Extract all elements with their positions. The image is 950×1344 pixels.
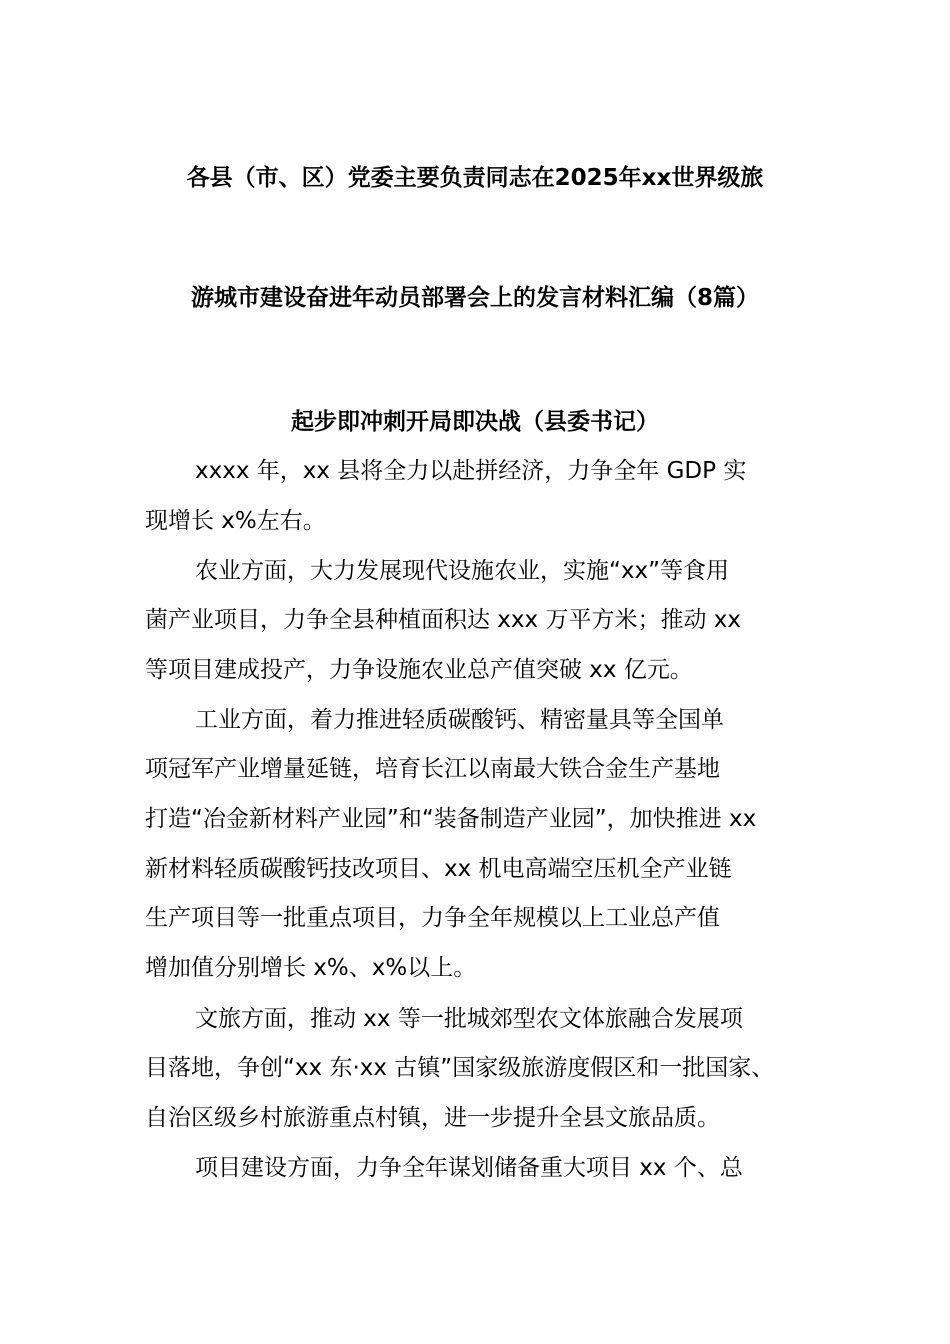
paragraph-line: 打造“冶金新材料产业园”和“装备制造产业园”，加快推进 xx: [145, 806, 757, 832]
paragraph-line: 自治区级乡村旅游重点村镇，进一步提升全县文旅品质。: [145, 1105, 720, 1131]
paragraph-line: 工业方面，着力推进轻质碳酸钙、精密量具等全国单: [195, 707, 724, 733]
paragraph-line: 项冠军产业增量延链，培育长江以南最大铁合金生产基地: [145, 756, 720, 782]
document-title-line-1: 各县（市、区）党委主要负责同志在2025年xx世界级旅: [186, 165, 764, 191]
paragraph-line: 文旅方面，推动 xx 等一批城郊型农文体旅融合发展项: [195, 1006, 743, 1032]
paragraph-line: 农业方面，大力发展现代设施农业，实施“xx”等食用: [195, 558, 730, 584]
paragraph-line: 增加值分别增长 x%、x%以上。: [145, 955, 477, 981]
paragraph-line: xxxx 年，xx 县将全力以赴拼经济，力争全年 GDP 实: [195, 458, 747, 484]
paragraph-line: 现增长 x%左右。: [145, 508, 326, 534]
paragraph-line: 等项目建成投产，力争设施农业总产值突破 xx 亿元。: [145, 657, 693, 683]
paragraph-line: 项目建设方面，力争全年谋划储备重大项目 xx 个、总: [195, 1155, 743, 1181]
paragraph-line: 菌产业项目，力争全县种植面积达 xxx 万平方米；推动 xx: [145, 607, 741, 633]
paragraph-line: 目落地，争创“xx 东·xx 古镇”国家级旅游度假区和一批国家、: [145, 1055, 775, 1081]
paragraph-line: 新材料轻质碳酸钙技改项目、xx 机电高端空压机全产业链: [145, 856, 732, 882]
document-title-line-2: 游城市建设奋进年动员部署会上的发言材料汇编（8篇）: [190, 285, 759, 311]
paragraph-line: 生产项目等一批重点项目，力争全年规模以上工业总产值: [145, 905, 720, 931]
section-subtitle: 起步即冲刺开局即决战（县委书记）: [291, 409, 659, 435]
